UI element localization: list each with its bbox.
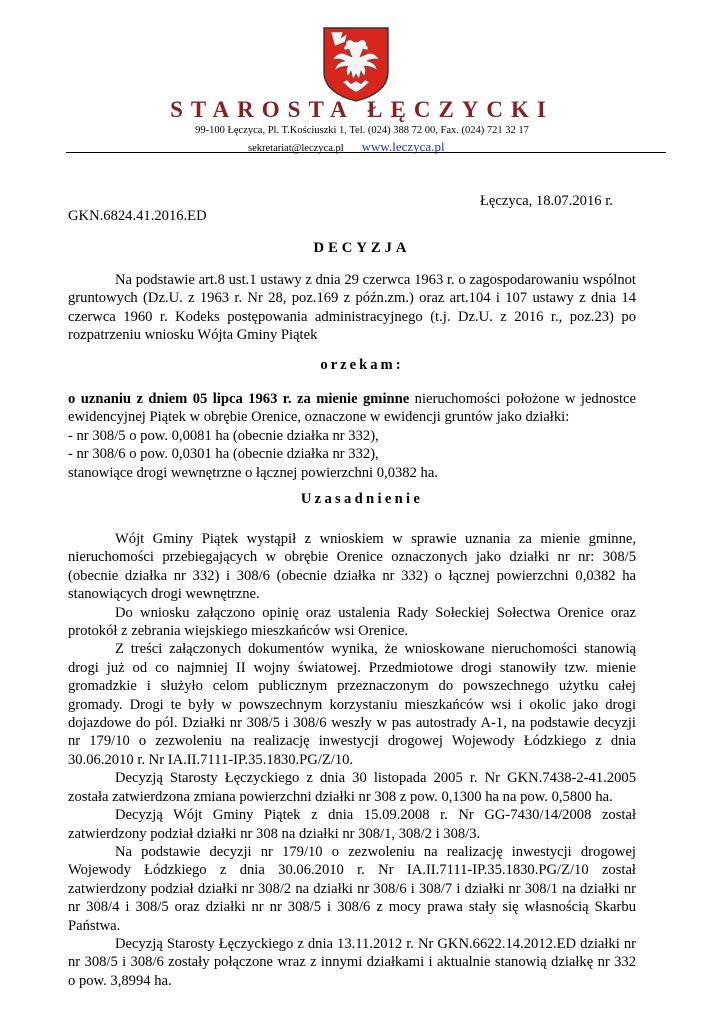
justification-paragraph: Na podstawie decyzji nr 179/10 o zezwoleniu na realizację inwestycji drogowej Wojewody Łódzkiego z dnia 30.06.2010 r. Nr IA.II.7111-IP.35.1830.PG/Z/10 został zatwierdzony podział działki nr 308/2 na działki nr 308/6 i 308/7 i działki nr 308/1 na działki nr nr 308/4 i 308/5 oraz działki nr nr 308/5 i 308/6 z mocy prawa stały się własnością Skarbu Państwa. [68, 843, 636, 934]
decision-heading: DECYZJA [313, 240, 411, 256]
justification-paragraph: Decyzją Starosty Łęczyckiego z dnia 30 listopada 2005 r. Nr GKN.7438-2-41.2005 została zatwierdzona zmiana powierzchni działki nr 308 z pow. 0,1300 ha na pow. 0,5800 ha. [68, 770, 636, 805]
email-address[interactable]: sekretariat@leczyca.pl [248, 143, 344, 154]
header-divider [66, 152, 666, 153]
ruling-rest: nieruchomości położone w jednostce ewidencyjnej Piątek w obrębie Orenice, oznaczone w ewidencji gruntów jako działki: [68, 391, 637, 426]
case-reference: GKN.6824.41.2016.ED [68, 208, 207, 224]
justification-heading: Uzasadnienie [300, 491, 424, 507]
justification-paragraph: Decyzją Wójt Gminy Piątek z dnia 15.09.2008 r. Nr GG-7430/14/2008 został zatwierdzony podział działki nr 308 na działki nr 308/1, 308/2 i 308/3. [68, 807, 636, 842]
ruling-section [68, 390, 636, 482]
office-title: STAROSTA ŁĘCZYCKI [170, 97, 554, 122]
office-address: 99-100 Łęczyca, Pl. T.Kościuszki 1, Tel. (024) 388 72 00, Fax. (024) 721 32 17 [195, 125, 529, 136]
justification-paragraph: Do wniosku załączono opinię oraz ustalenia Rady Sołeckiej Sołectwa Orenice oraz protokół z zebrania wiejskiego mieszkańców wsi Orenice. [68, 604, 636, 640]
website-link[interactable]: www.leczyca.pl [361, 139, 445, 154]
justification-paragraph: Wójt Gminy Piątek wystąpił z wnioskiem w sprawie uznania za mienie gminne, nieruchomości przebiegających w obrębie Orenice oznaczonych jako działki nr nr: 308/5 (obecnie działka nr 332) i 308/6 (obecnie działka nr 332) o łącznej powierzchni 0,0382 ha stanowiących drogi wewnętrzne. [68, 531, 636, 603]
legal-basis-paragraph: Na podstawie art.8 ust.1 ustawy z dnia 29 czerwca 1963 r. o zagospodarowaniu wspólnot gruntowych (Dz.U. z 1963 r. Nr 28, poz.169 z późn.zm.) oraz art.104 i 107 ustawy z dnia 14 czerwca 1960 r. Kodeks postępowania administracyjnego (t.j. Dz.U. z 2016 r., poz.23) po rozpatrzeniu wniosku Wójta Gminy Piątek [68, 272, 636, 344]
orzekam-heading: orzekam: [320, 357, 404, 373]
ruling-paragraph [68, 390, 636, 427]
ruling-item: - nr 308/5 o pow. 0,0081 ha (obecnie działka nr 332), [68, 427, 379, 444]
ruling-item: - nr 308/6 o pow. 0,0301 ha (obecnie działka nr 332), [68, 446, 379, 463]
ruling-item: stanowiące drogi wewnętrzne o łącznej powierzchni 0,0382 ha. [68, 464, 438, 481]
justification-paragraph: Decyzją Starosty Łęczyckiego z dnia 13.11.2012 r. Nr GKN.6622.14.2012.ED działki nr nr 308/5 i 308/6 zostały połączone wraz z innymi działkami i aktualnie stanowią działkę nr 332 o pow. 3,8994 ha. [68, 935, 636, 989]
justification-body [68, 530, 636, 990]
ruling-bold: o uznaniu z dniem 05 lipca 1963 r. za mienie gminne [68, 391, 410, 407]
justification-paragraph: Z treści załączonych dokumentów wynika, że wnioskowane nieruchomości stanowią drogi już od co najmniej II wojny światowej. Przedmiotowe drogi stanowiły tzw. mienie gromadzkie i służyło celom publicznym przeznaczonym do powszechnego użytku całej gromady. Drogi te były w powszechnym korzystaniu mieszkańców wsi i okolic jako drogi dojazdowe do pól. Działki nr 308/5 i 308/6 weszły w pas autostrady A-1, na podstawie decyzji nr 179/10 o zezwoleniu na realizację inwestycji drogowej Wojewody Łódzkiego z dnia 30.06.2010 r. Nr IA.II.7111-IP.35.1830.PG/Z/10. [68, 641, 636, 768]
place-date: Łęczyca, 18.07.2016 r. [480, 193, 613, 209]
coat-of-arms-icon [321, 24, 391, 102]
